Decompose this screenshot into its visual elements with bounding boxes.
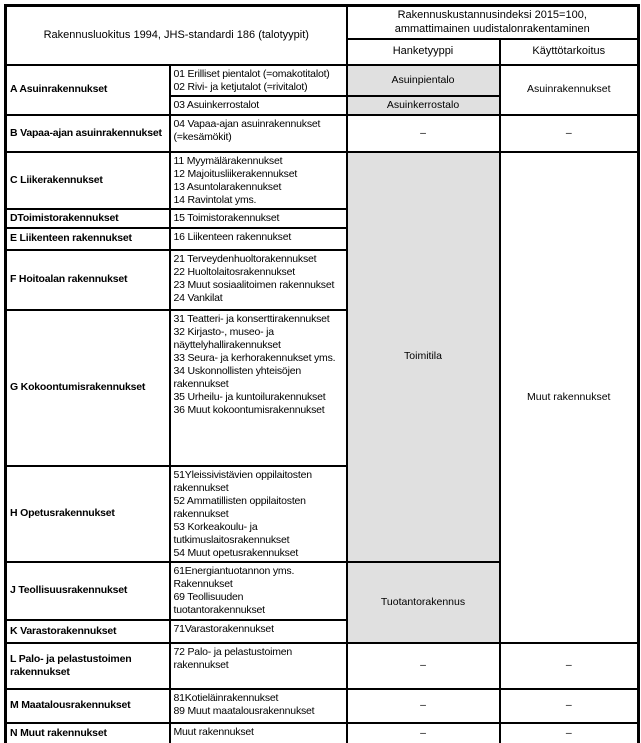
header-left-title: Rakennusluokitus 1994, JHS-standardi 186 (talotyypit) bbox=[6, 6, 347, 65]
subtype-line: 31 Teatteri- ja konserttirakennukset bbox=[173, 312, 330, 325]
subtype-line: 71Varastorakennukset bbox=[173, 622, 274, 635]
row-a-subtypes-1 bbox=[170, 65, 347, 96]
hanketyyppi-asuinkerrostalo: Asuinkerrostalo bbox=[347, 96, 500, 115]
subtype-line: 81Kotieläinrakennukset bbox=[173, 691, 279, 704]
kayttotarkoitus-dash-b: – bbox=[500, 115, 639, 152]
subtype-line: näyttelyhallirakennukset bbox=[173, 338, 281, 351]
row-a-subtypes-2 bbox=[170, 96, 347, 115]
subtype-line: 11 Myymälärakennukset bbox=[173, 154, 283, 167]
row-f-category: F Hoitoalan rakennukset bbox=[6, 250, 170, 310]
kayttotarkoitus-dash-l: – bbox=[500, 643, 639, 689]
subtype-line: rakennukset bbox=[173, 481, 229, 494]
hanketyyppi-toimitila: Toimitila bbox=[347, 152, 500, 562]
row-h-subtypes bbox=[170, 466, 347, 562]
row-a-category: A Asuinrakennukset bbox=[6, 65, 170, 115]
subtype-line: 12 Majoitusliikerakennukset bbox=[173, 167, 298, 180]
subtype-line: 34 Uskonnollisten yhteisöjen bbox=[173, 364, 301, 377]
row-c-subtypes bbox=[170, 152, 347, 209]
row-j-category: J Teollisuusrakennukset bbox=[6, 562, 170, 620]
subtype-line: 22 Huoltolaitosrakennukset bbox=[173, 265, 295, 278]
subtype-line: rakennukset bbox=[173, 658, 229, 671]
subtype-line: 16 Liikenteen rakennukset bbox=[173, 230, 292, 243]
building-classification-table bbox=[4, 4, 640, 743]
column-header-kayttotarkoitus: Käyttötarkoitus bbox=[500, 39, 639, 65]
row-d-category: DToimistorakennukset bbox=[6, 209, 170, 228]
subtype-line: 35 Urheilu- ja kuntoilurakennukset bbox=[173, 390, 326, 403]
subtype-line: 54 Muut opetusrakennukset bbox=[173, 546, 299, 559]
subtype-line: 72 Palo- ja pelastustoimen bbox=[173, 645, 293, 658]
subtype-line: 02 Rivi- ja ketjutalot (=rivitalot) bbox=[173, 80, 308, 93]
subtype-line: (=kesämökit) bbox=[173, 130, 232, 143]
header-right-title bbox=[347, 6, 639, 39]
row-e-subtypes bbox=[170, 228, 347, 250]
kayttotarkoitus-dash-n: – bbox=[500, 723, 639, 743]
subtype-line: 32 Kirjasto-, museo- ja bbox=[173, 325, 274, 338]
hanketyyppi-dash-l: – bbox=[347, 643, 500, 689]
subtype-line: rakennukset bbox=[173, 377, 229, 390]
subtype-line: 23 Muut sosiaalitoimen rakennukset bbox=[173, 278, 335, 291]
subtype-line: Rakennukset bbox=[173, 577, 233, 590]
row-l-subtypes bbox=[170, 643, 347, 689]
row-n-category: N Muut rakennukset bbox=[6, 723, 170, 743]
row-m-category: M Maatalousrakennukset bbox=[6, 689, 170, 723]
subtype-line: 53 Korkeakoulu- ja bbox=[173, 520, 258, 533]
subtype-line: 36 Muut kokoontumisrakennukset bbox=[173, 403, 325, 416]
subtype-line: tuotantorakennukset bbox=[173, 603, 265, 616]
row-b-subtypes bbox=[170, 115, 347, 152]
subtype-line: 51Yleissivistävien oppilaitosten bbox=[173, 468, 312, 481]
row-l-category: L Palo- ja pelastustoimen rakennukset bbox=[6, 643, 170, 689]
subtype-line: 33 Seura- ja kerhorakennukset yms. bbox=[173, 351, 336, 364]
header-right-title-line2: ammattimainen uudistalonrakentaminen bbox=[394, 23, 590, 36]
hanketyyppi-asuinpientalo: Asuinpientalo bbox=[347, 65, 500, 96]
subtype-line: 21 Terveydenhuoltorakennukset bbox=[173, 252, 317, 265]
row-g-subtypes bbox=[170, 310, 347, 466]
subtype-line: 61Energiantuotannon yms. bbox=[173, 564, 295, 577]
row-c-category: C Liikerakennukset bbox=[6, 152, 170, 209]
subtype-line: 15 Toimistorakennukset bbox=[173, 211, 280, 224]
kayttotarkoitus-asuinrakennukset: Asuinrakennukset bbox=[500, 65, 639, 115]
row-m-subtypes bbox=[170, 689, 347, 723]
hanketyyppi-dash-b: – bbox=[347, 115, 500, 152]
subtype-line: 69 Teollisuuden bbox=[173, 590, 244, 603]
hanketyyppi-dash-m: – bbox=[347, 689, 500, 723]
subtype-line: 03 Asuinkerrostalot bbox=[173, 98, 260, 111]
row-g-category: G Kokoontumisrakennukset bbox=[6, 310, 170, 466]
row-j-subtypes bbox=[170, 562, 347, 620]
subtype-line: tutkimuslaitosrakennukset bbox=[173, 533, 290, 546]
row-e-category: E Liikenteen rakennukset bbox=[6, 228, 170, 250]
subtype-line: Muut rakennukset bbox=[173, 725, 254, 738]
row-d-subtypes bbox=[170, 209, 347, 228]
subtype-line: rakennukset bbox=[173, 507, 229, 520]
row-h-category: H Opetusrakennukset bbox=[6, 466, 170, 562]
hanketyyppi-dash-n: – bbox=[347, 723, 500, 743]
subtype-line: 24 Vankilat bbox=[173, 291, 223, 304]
kayttotarkoitus-dash-m: – bbox=[500, 689, 639, 723]
kayttotarkoitus-muut-rakennukset: Muut rakennukset bbox=[500, 152, 639, 643]
subtype-line: 04 Vapaa-ajan asuinrakennukset bbox=[173, 117, 321, 130]
hanketyyppi-tuotantorakennus: Tuotantorakennus bbox=[347, 562, 500, 643]
subtype-line: 01 Erilliset pientalot (=omakotitalot) bbox=[173, 67, 330, 80]
subtype-line: 52 Ammatillisten oppilaitosten bbox=[173, 494, 306, 507]
column-header-hanketyyppi: Hanketyyppi bbox=[347, 39, 500, 65]
subtype-line: 14 Ravintolat yms. bbox=[173, 193, 257, 206]
row-b-category: B Vapaa-ajan asuinrakennukset bbox=[6, 115, 170, 152]
row-f-subtypes bbox=[170, 250, 347, 310]
row-n-subtypes bbox=[170, 723, 347, 743]
subtype-line: 13 Asuntolarakennukset bbox=[173, 180, 282, 193]
subtype-line: 89 Muut maatalousrakennukset bbox=[173, 704, 315, 717]
row-k-category: K Varastorakennukset bbox=[6, 620, 170, 643]
header-right-title-line1: Rakennuskustannusindeksi 2015=100, bbox=[397, 9, 587, 22]
row-k-subtypes bbox=[170, 620, 347, 643]
